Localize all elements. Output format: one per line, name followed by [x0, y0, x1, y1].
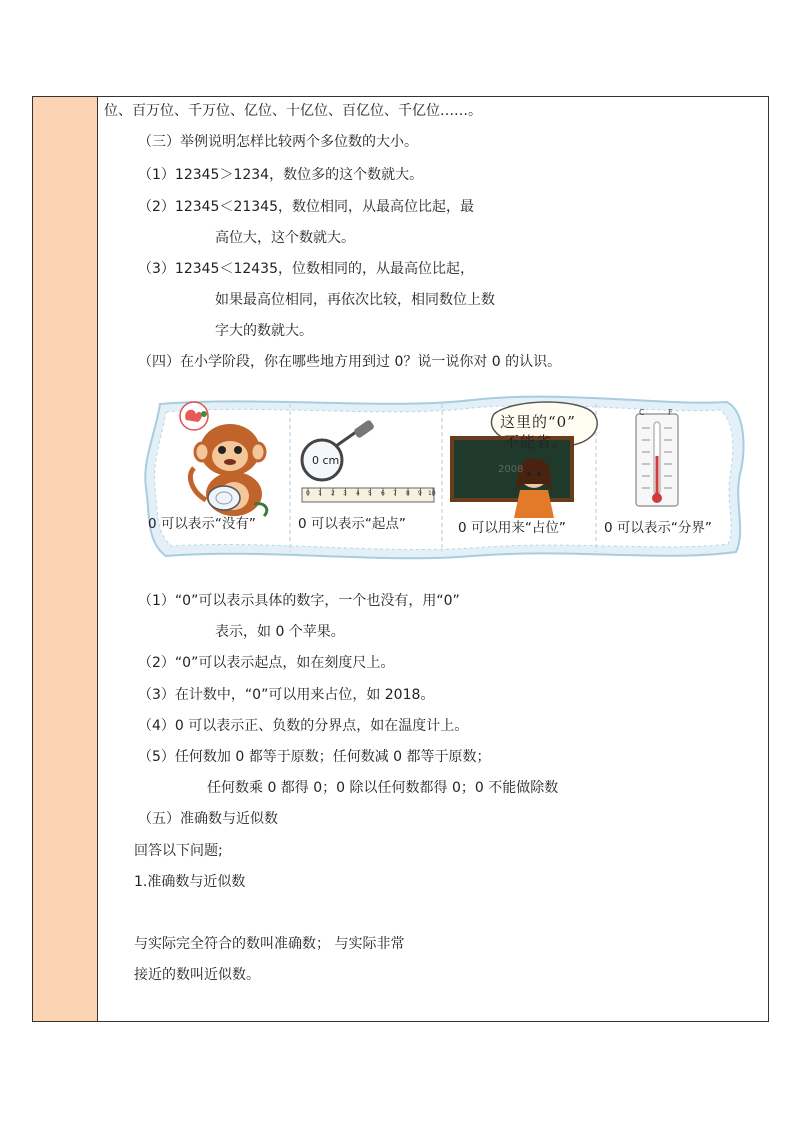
section-heading: （五）准确数与近似数 — [138, 811, 278, 827]
ruler-label: 5 — [368, 490, 372, 497]
ruler-label: 8 — [406, 490, 410, 497]
speech-bubble-line1: 这里的“0” — [500, 413, 576, 431]
text-line: （3）在计数中，“0”可以用来占位，如 2018。 — [138, 687, 435, 703]
zero-illustration-strip — [142, 392, 746, 562]
text-line: （2）12345＜21345，数位相同，从最高位比起，最 — [138, 199, 474, 215]
thermometer-fahrenheit-label: F — [668, 408, 673, 417]
ruler-label: 2 — [331, 490, 335, 497]
text-line: 高位大，这个数就大。 — [215, 230, 355, 246]
ruler-label: 6 — [381, 490, 385, 497]
text-line: 表示，如 0 个苹果。 — [215, 624, 345, 640]
left-column — [33, 97, 98, 1021]
text-line: （3）12345＜12435，位数相同的，从最高位比起， — [138, 261, 474, 277]
speech-bubble-line2: 不能省。 — [504, 433, 569, 451]
caption-start-point: 0 可以表示“起点” — [298, 516, 406, 532]
ruler-label: 1 — [318, 490, 322, 497]
text-line: （5）任何数加 0 都等于原数；任何数减 0 都等于原数； — [138, 749, 491, 765]
text-line: 位、百万位、千万位、亿位、十亿位、百亿位、千亿位……。 — [104, 103, 482, 119]
text-line: （1）12345＞1234，数位多的这个数就大。 — [138, 167, 424, 183]
caption-none: 0 可以表示“没有” — [148, 516, 256, 532]
ruler-label: 4 — [356, 490, 360, 497]
text-line: 与实际完全符合的数叫准确数； 与实际非常 — [134, 936, 405, 952]
magnifier-label: 0 cm — [312, 454, 340, 467]
text-line: 如果最高位相同，再依次比较，相同数位上数 — [215, 292, 495, 308]
text-line: （4）0 可以表示正、负数的分界点，如在温度计上。 — [138, 718, 469, 734]
caption-placeholder: 0 可以用来“占位” — [458, 520, 566, 536]
text-line: 1.准确数与近似数 — [134, 874, 246, 890]
text-line: （1）“0”可以表示具体的数字，一个也没有，用“0” — [138, 593, 460, 609]
ruler-label: 7 — [393, 490, 397, 497]
thermometer-illustration — [636, 414, 678, 506]
section-heading: （四）在小学阶段，你在哪些地方用到过 0？说一说你对 0 的认识。 — [138, 354, 562, 370]
ruler-label: 0 — [306, 490, 310, 497]
caption-boundary: 0 可以表示“分界” — [604, 520, 712, 536]
text-line: 字大的数就大。 — [215, 323, 313, 339]
text-line: 接近的数叫近似数。 — [134, 967, 260, 983]
text-line: 任何数乘 0 都得 0；0 除以任何数都得 0；0 不能做除数 — [207, 780, 559, 796]
strip-background — [142, 392, 746, 562]
blackboard-year: 2008 — [498, 464, 524, 475]
ruler-label: 10 — [428, 490, 436, 497]
text-line: 回答以下问题; — [134, 843, 223, 859]
thermometer-celsius-label: C — [639, 408, 645, 417]
ruler-label: 3 — [343, 490, 347, 497]
text-line: （2）“0”可以表示起点，如在刻度尺上。 — [138, 655, 395, 671]
section-heading: （三）举例说明怎样比较两个多位数的大小。 — [138, 134, 418, 150]
ruler-label: 9 — [418, 490, 422, 497]
